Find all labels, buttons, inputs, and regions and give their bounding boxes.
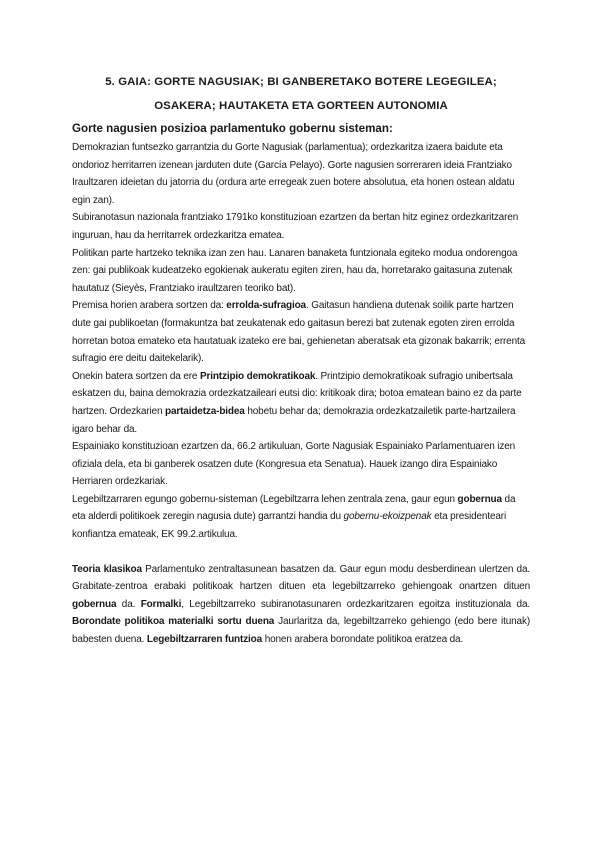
borondate-politikoa-term: Borondate politikoa materialki sortu duena (72, 616, 275, 628)
paragraph-8-text-end: honen arabera borondate politikoa eratzea da. (262, 634, 464, 646)
paragraph-3: Politikan parte hartzeko teknika izan zen hau. Lanaren banaketa funtzionala egiteko modua ondorengoa zen: gai publikoak kudeatzeko egokienak aukeratu egiten ziren, hau da, horretarako gaitasuna zutenak hautatuz (Sieyès, Frantziako iraultzaren teoriko bat). (72, 247, 518, 294)
paragraph-1: Demokrazian funtsezko garrantzia du Gorte Nagusiak (parlamentua); ordezkaritza izaera baidute eta ondorioz herritarren izenean jarduten dute (García Pelayo). Gorte nagusien sorreraren ideia Frantziako Iraultzaren ideietan du jatorria du (ordura arte erregeak zuen botere absolutua, eta honen ostean aldatu egin zan). (72, 142, 515, 206)
paragraph-4 (72, 297, 530, 367)
paragraph-8 (72, 561, 530, 649)
gobernu-ekoizpenak-term: gobernu-ekoizpenak (343, 511, 432, 523)
paragraph-8-text-4: Jaurlaritza da, legebiltzarreko gehiengo (edo bere itunak) babesten duena. (72, 616, 530, 646)
paragraph-7-text-end: eta presidenteari konfiantza emateak, EK 99.2.artikulua. (72, 511, 507, 541)
formalki-term: Formalki (140, 598, 182, 610)
page-title (72, 70, 530, 118)
document-body (72, 70, 530, 649)
paragraph-8-text-2: da. (116, 598, 141, 610)
paragraph-8-text-3: , Legebiltzarreko subiranotasunaren ordezkaritzaren egoitza instituzionala da. (181, 598, 530, 610)
paragraph-5-text-cont: . Printzipio demokratikoak sufragio unibertsala eskatzen du, baina demokrazia ordezkatzaileari eutsi dio: kritikoak dira; botoa ematean baino ez da parte hartzen. Ordezkarien (72, 370, 522, 417)
gobernua-term-2: gobernua (72, 598, 117, 610)
title-line-2: OSAKERA; HAUTAKETA ETA GORTEEN AUTONOMIA (154, 100, 448, 112)
teoria-klasikoa-term: Teoria klasikoa (72, 563, 142, 575)
paragraph-2: Subiranotasun nazionala frantziako 1791ko konstituzioan ezartzen da bertan hitz eginez ordezkaritzaren inguruan, hau da herritarrek ordezkaritza ematea. (72, 212, 519, 241)
partaidetza-bidea-term: partaidetza-bidea (165, 405, 245, 417)
paragraph-8-text: Parlamentuko zentraltasunean basatzen da. Gaur egun modu desberdinean ulertzen da. Grabitate-zentroa erabaki politikoak hartzen dituen eta legebiltzarreko gehiengoak onartzen dituen (72, 563, 530, 593)
paragraph-spacer (72, 544, 530, 561)
section-heading: Gorte nagusien posizioa parlamentuko gobernu sisteman: (72, 122, 393, 135)
paragraph-4-text: Premisa horien arabera sortzen da: (72, 300, 227, 312)
paragraph-5-text-end: hobetu behar da; demokrazia ordezkatzailetik parte-hartzailera igaro behar da. (72, 405, 516, 435)
paragraph-7 (72, 491, 530, 544)
printzipio-demokratikoak-term: Printzipio demokratikoak (199, 370, 316, 382)
title-line-1: 5. GAIA: GORTE NAGUSIAK; BI GANBERETAKO BOTERE LEGEGILEA; (105, 76, 497, 88)
paragraph-7-text-cont: da eta alderdi politikoek zeregin nagusia dute) garrantzi handia du (72, 493, 516, 523)
paragraph-5-text: Onekin batera sortzen da ere (72, 370, 200, 382)
gobernua-term: gobernua (457, 493, 502, 505)
paragraph-6: Espainiako konstituzioan ezartzen da, 66.2 artikuluan, Gorte Nagusiak Espainiako Parlamentuaren izen ofiziala dela, eta bi ganberek osatzen dute (Kongresua eta Senatua). Hauek izango dira Espainiako Herriaren ordezkariak. (72, 441, 516, 488)
paragraph-5 (72, 368, 530, 438)
paragraph-4-text-cont: . Gaitasun handiena dutenak soilik parte hartzen dute gai publikoetan (formakuntza bat zeukatenak edo gaitasun berezi bat zutenak egoten ziren errolda horretan botoa emateko eta hautatuak izateko ere bai, gehienetan aberatsak eta gizonak bakarrik; errenta sufragio ere deitu daitekelarik). (72, 300, 526, 365)
legebiltzarraren-funtzioa-term: Legebiltzarraren funtzioa (146, 634, 263, 646)
paragraph-7-text: Legebiltzarraren egungo gobernu-sisteman (Legebiltzarra lehen zentrala zena, gaur egun (72, 493, 458, 505)
errolda-sufragioa-term: errolda-sufragioa (226, 300, 306, 312)
